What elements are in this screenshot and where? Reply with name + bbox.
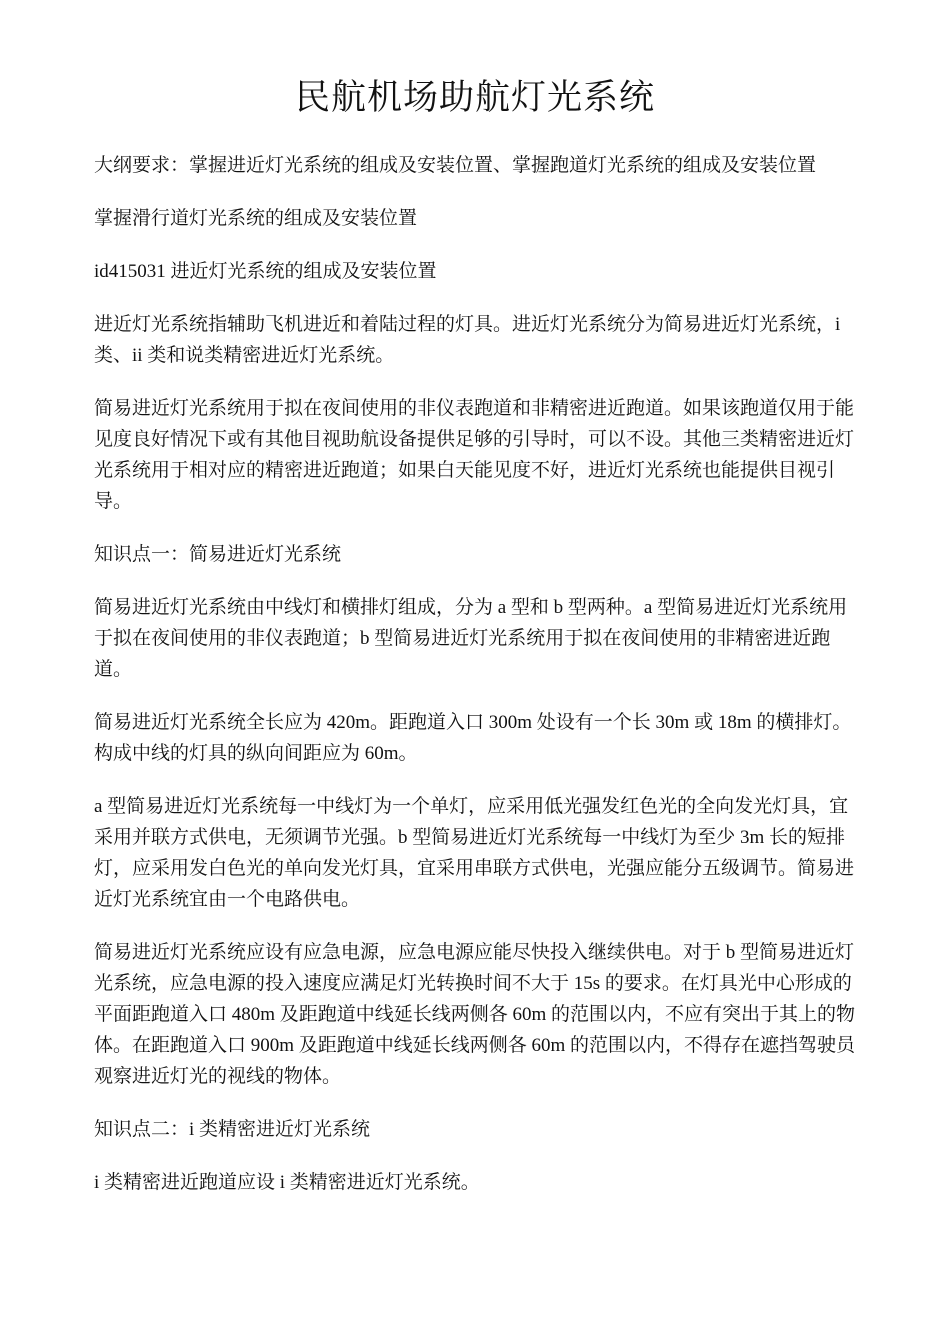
- paragraph-cat-i-requirement: i 类精密进近跑道应设 i 类精密进近灯光系统。: [94, 1172, 480, 1193]
- paragraph-syllabus: 大纲要求：掌握进近灯光系统的组成及安装位置、掌握跑道灯光系统的组成及安装位置: [94, 155, 817, 176]
- paragraph-simple-approach-usage: 简易进近灯光系统用于拟在夜间使用的非仪表跑道和非精密进近跑道。如果该跑道仅用于能见度良好情况下或有其他目视助航设备提供足够的引导时，可以不设。其他三类精密进近灯光系统用于相对应的精密进近跑道；如果白天能见度不好，进近灯光系统也能提供目视引导。: [94, 398, 855, 512]
- paragraph-simple-approach-composition: 简易进近灯光系统由中线灯和横排灯组成，分为 a 型和 b 型两种。a 型简易进近灯光系统用于拟在夜间使用的非仪表跑道；b 型简易进近灯光系统用于拟在夜间使用的非精密进近跑道。: [94, 597, 848, 680]
- paragraph-taxiway-requirement: 掌握滑行道灯光系统的组成及安装位置: [94, 208, 418, 229]
- knowledge-point-two-heading: 知识点二：i 类精密进近灯光系统: [94, 1119, 371, 1140]
- section-heading-id415031: id415031 进近灯光系统的组成及安装位置: [94, 261, 437, 282]
- paragraph-approach-definition: 进近灯光系统指辅助飞机进近和着陆过程的灯具。进近灯光系统分为简易进近灯光系统，i 类、ii 类和说类精密进近灯光系统。: [94, 314, 841, 366]
- paragraph-type-a-b-lights: a 型简易进近灯光系统每一中线灯为一个单灯，应采用低光强发红色光的全向发光灯具，宜采用并联方式供电，无须调节光强。b 型简易进近灯光系统每一中线灯为至少 3m 长的短排灯，应采用发白色光的单向发光灯具，宜采用串联方式供电，光强应能分五级调节。简易进近灯光系统宜由一个电路供电。: [94, 796, 855, 910]
- paragraph-simple-approach-length: 简易进近灯光系统全长应为 420m。距跑道入口 300m 处设有一个长 30m 或 18m 的横排灯。构成中线的灯具的纵向间距应为 60m。: [94, 712, 852, 764]
- paragraph-emergency-power: 简易进近灯光系统应设有应急电源，应急电源应能尽快投入继续供电。对于 b 型简易进近灯光系统，应急电源的投入速度应满足灯光转换时间不大于 15s 的要求。在灯具光中心形成的平面距跑道入口 480m 及距跑道中线延长线两侧各 60m 的范围以内，不应有突出于其上的物体。在距跑道入口 900m 及距跑道中线延长线两侧各 60m 的范围以内，不得存在遮挡驾驶员观察进近灯光的视线的物体。: [94, 942, 856, 1087]
- document-title: 民航机场助航灯光系统: [294, 78, 655, 118]
- knowledge-point-one-heading: 知识点一：简易进近灯光系统: [94, 544, 342, 565]
